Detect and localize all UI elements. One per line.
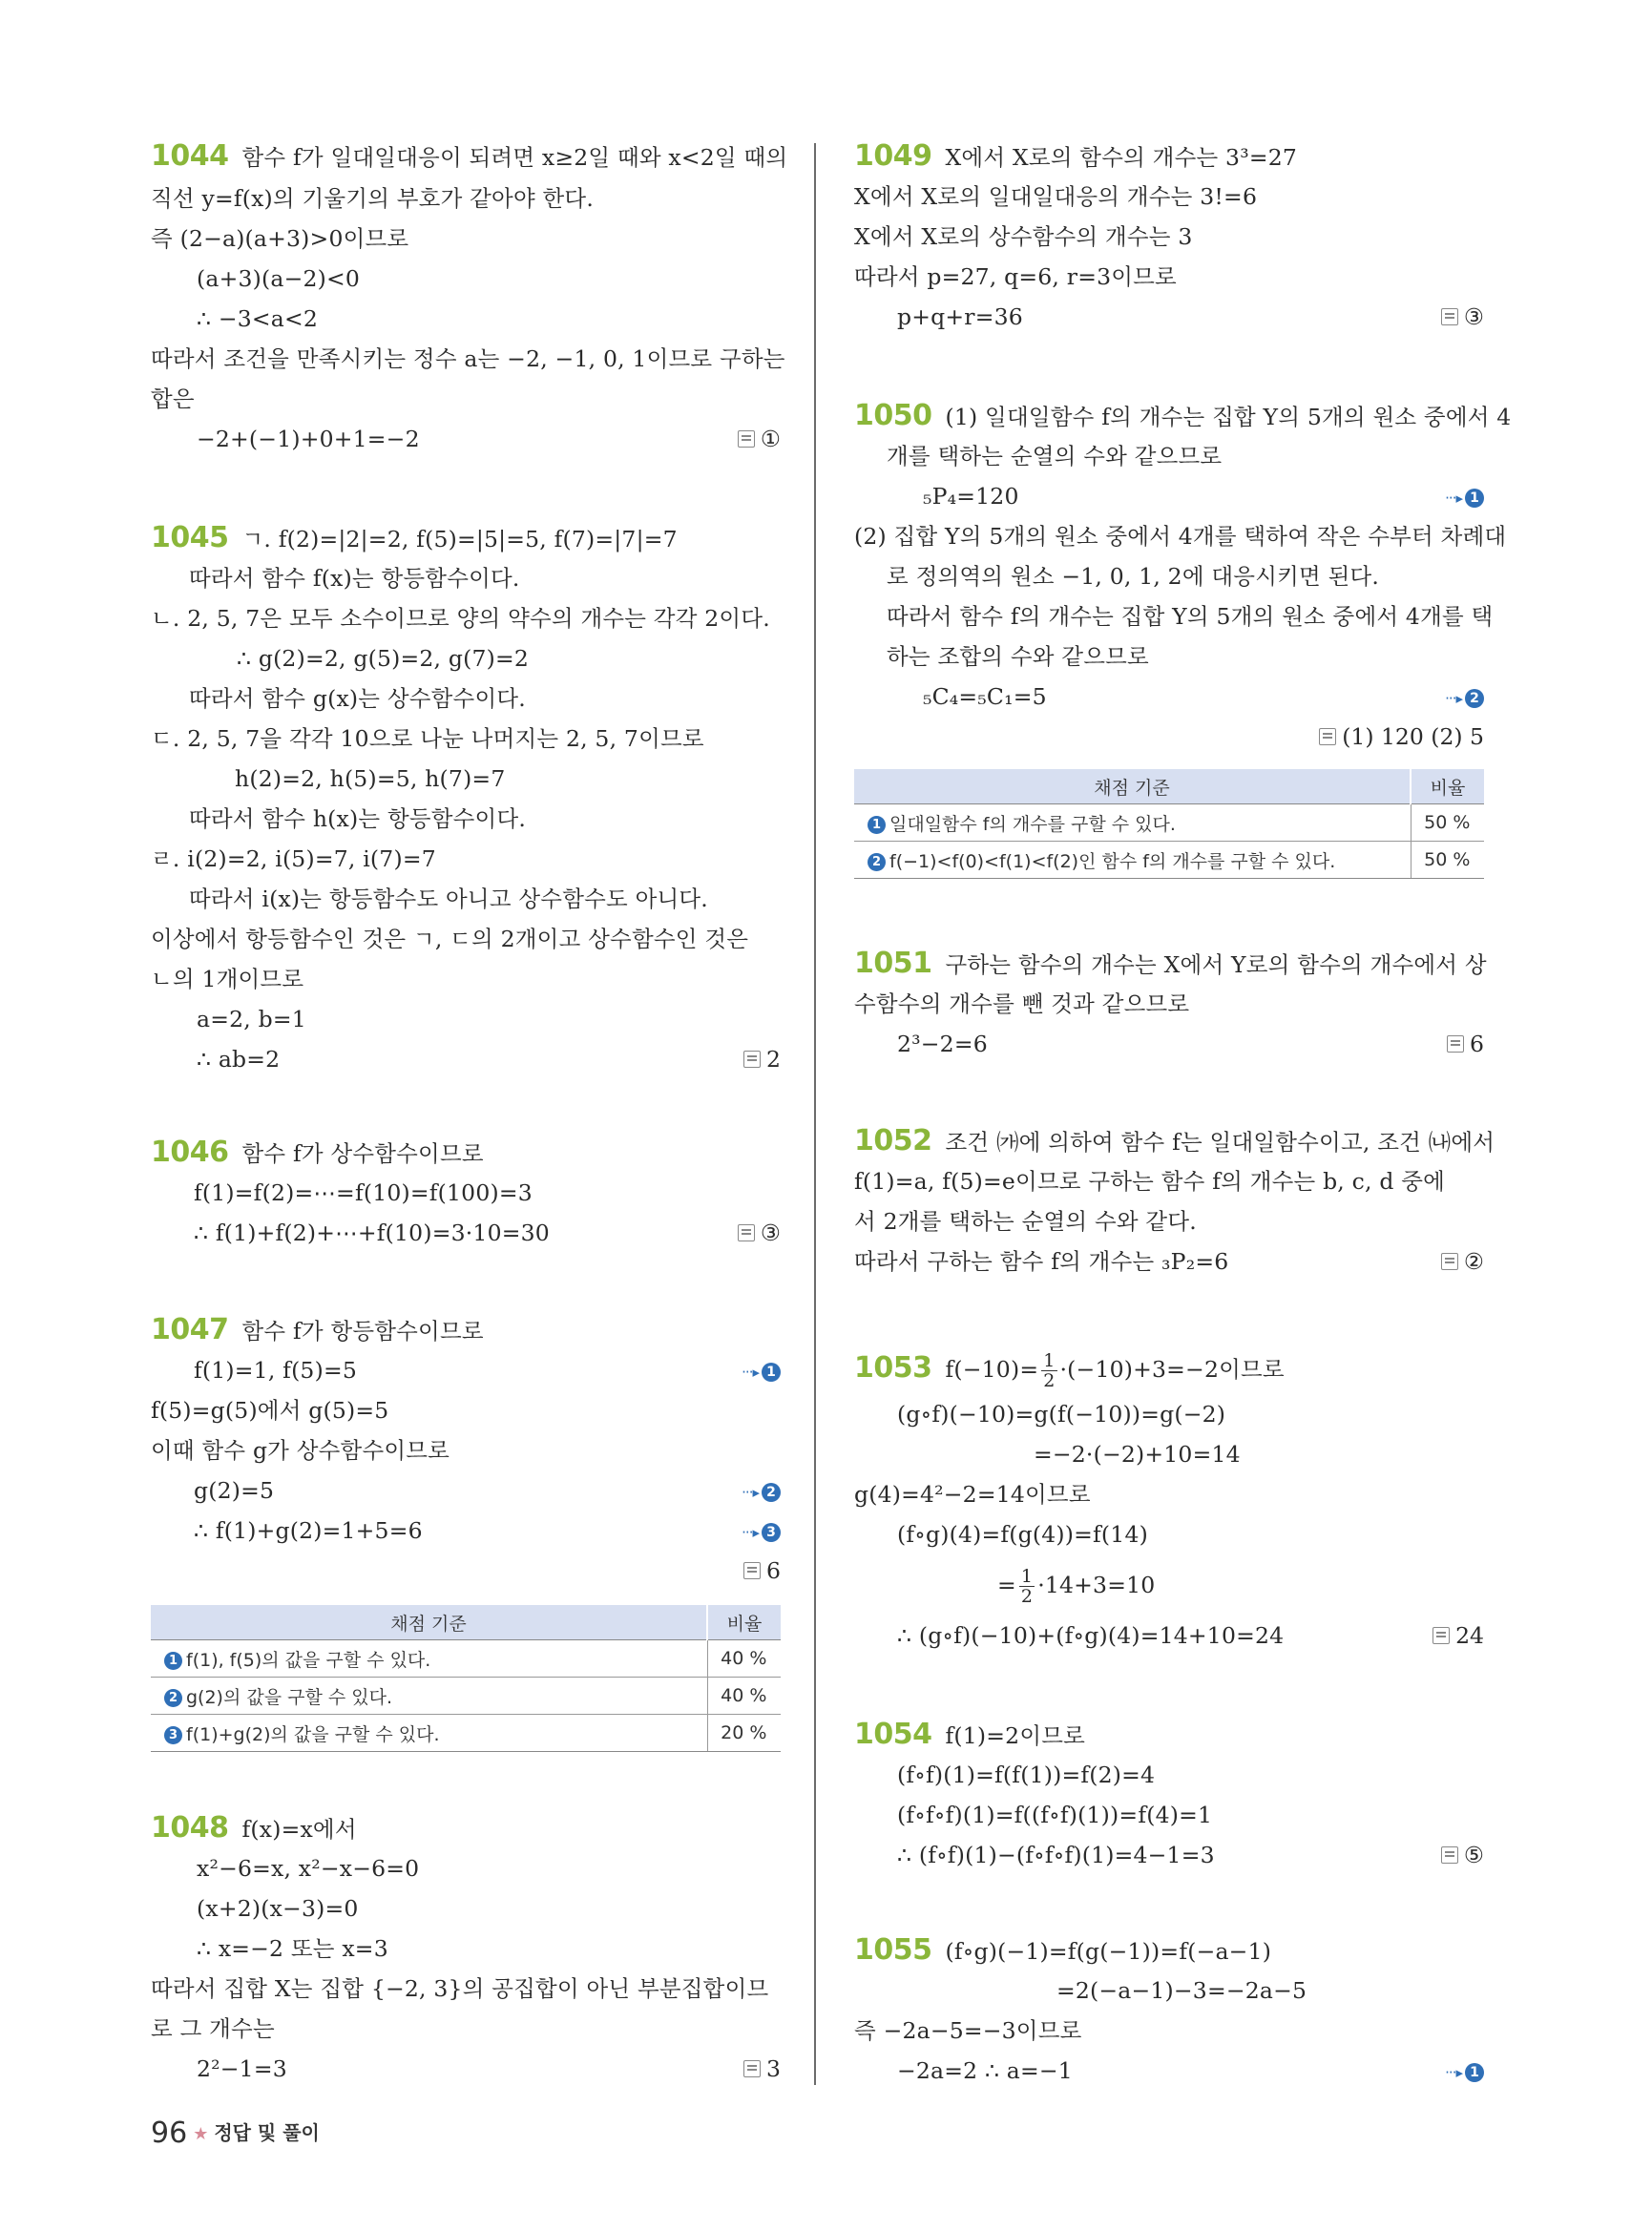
solution-line: 따라서 함수 g(x)는 상수함수이다. (189, 685, 526, 712)
problem-number: 1053 (854, 1351, 932, 1385)
step-marker: ···▸ 2 (1445, 685, 1484, 708)
solution-line: 함수 f가 항등함수이므로 (241, 1318, 484, 1345)
solution-line: g(4)=4²−2=14이므로 (854, 1481, 1091, 1508)
solution-line: f(x)=x에서 (241, 1816, 357, 1843)
answer-mark-icon (1319, 728, 1336, 745)
criterion-text: f(1), f(5)의 값을 구할 수 있다. (186, 1649, 431, 1671)
solution-line: a=2, b=1 (197, 1006, 306, 1032)
problem-number: 1047 (151, 1313, 229, 1346)
fraction: $\frac{1}{2}$ (1020, 1566, 1034, 1607)
solution-line: ㄹ. i(2)=2, i(5)=7, i(7)=7 (151, 845, 436, 872)
solution-line: 로 정의역의 원소 −1, 0, 1, 2에 대응시키면 된다. (887, 563, 1380, 590)
star-icon: ★ (193, 2124, 209, 2144)
solution-line: f(1)=a, f(5)=e이므로 구하는 함수 f의 개수는 b, c, d 중에 (854, 1168, 1446, 1195)
answer-mark-icon (1441, 1846, 1458, 1864)
solution-line: ∴ f(1)+g(2)=1+5=6 (194, 1517, 423, 1544)
solution-line: ∴ (f∘f)(1)−(f∘f∘f)(1)=4−1=3 (897, 1842, 1215, 1868)
solution-line: 직선 y=f(x)의 기울기의 부호가 같아야 한다. (151, 185, 594, 212)
solution-line: (f∘f∘f)(1)=f((f∘f)(1))=f(4)=1 (897, 1802, 1213, 1828)
answer-mark-icon (1441, 1253, 1458, 1270)
answer-mark-icon (743, 2060, 761, 2077)
solution-line: ∴ f(1)+f(2)+⋯+f(10)=3·10=30 (194, 1220, 550, 1246)
answer: ③ (738, 1220, 781, 1246)
solution-line: ㄴ. 2, 5, 7은 모두 소수이므로 양의 약수의 개수는 각각 2이다. (151, 605, 770, 632)
solution-line: 따라서 조건을 만족시키는 정수 a는 −2, −1, 0, 1이므로 구하는 (151, 345, 785, 372)
answer: 6 (1447, 1031, 1484, 1057)
fraction: $\frac{1}{2}$ (1043, 1350, 1056, 1391)
solution-line: h(2)=2, h(5)=5, h(7)=7 (235, 765, 506, 792)
problem-number: 1052 (854, 1124, 932, 1157)
solution-line: (g∘f)(−10)=g(f(−10))=g(−2) (897, 1401, 1226, 1428)
solution-line: −2a=2 ∴ a=−1 (897, 2057, 1073, 2084)
answer: 3 (743, 2055, 781, 2082)
problem-number: 1045 (151, 521, 229, 554)
answer: 6 (743, 1557, 781, 1584)
solution-line: ·(−10)+3=−2이므로 (1059, 1356, 1285, 1383)
solution-line: ∴ (g∘f)(−10)+(f∘g)(4)=14+10=24 (897, 1622, 1285, 1649)
solution-line: 서 2개를 택하는 순열의 수와 같다. (854, 1208, 1197, 1235)
solution-line: ∴ ab=2 (197, 1046, 281, 1073)
step-marker: ···▸ 2 (742, 1479, 781, 1502)
solution-line: (f∘f)(1)=f(f(1))=f(2)=4 (897, 1762, 1156, 1788)
criterion-badge: 2 (868, 853, 886, 871)
criterion-percent: 40 % (707, 1640, 781, 1678)
criterion-text: 일대일함수 f의 개수를 구할 수 있다. (889, 813, 1176, 835)
solution-line: ·14+3=10 (1037, 1572, 1156, 1598)
table-header: 비율 (1411, 769, 1484, 804)
solution-line: f(1)=f(2)=⋯=f(10)=f(100)=3 (194, 1179, 533, 1206)
solution-line: 구하는 함수의 개수는 X에서 Y로의 함수의 개수에서 상 (945, 951, 1487, 978)
scoring-table (151, 1605, 781, 1752)
criterion-badge: 3 (164, 1726, 182, 1744)
column-divider (814, 143, 816, 2085)
solution-line: (f∘g)(−1)=f(g(−1))=f(−a−1) (945, 1938, 1272, 1965)
solution-line: f(1)=2이므로 (945, 1722, 1086, 1749)
answer: 2 (743, 1046, 781, 1073)
answer: ③ (1441, 303, 1484, 330)
criterion-percent: 50 % (1411, 804, 1484, 842)
solution-line: f(−10)= (945, 1356, 1039, 1383)
solution-line: 조건 ㈎에 의하여 함수 f는 일대일함수이고, 조건 ㈏에서 (945, 1129, 1495, 1156)
problem-number: 1051 (854, 947, 932, 980)
solution-line: g(2)=5 (194, 1477, 275, 1504)
problem-number: 1050 (854, 399, 932, 432)
problem-number: 1046 (151, 1136, 229, 1169)
solution-line: 이때 함수 g가 상수함수이므로 (151, 1437, 450, 1464)
solution-line: 로 그 개수는 (151, 2015, 275, 2042)
table-header: 비율 (707, 1605, 781, 1640)
solution-line: f(1)=1, f(5)=5 (194, 1357, 357, 1384)
scoring-table (854, 769, 1484, 879)
solution-line: = (997, 1572, 1016, 1598)
solution-line: ㄴ의 1개이므로 (151, 966, 304, 992)
solution-line: 2²−1=3 (197, 2055, 287, 2082)
solution-line: 함수 f가 상수함수이므로 (241, 1140, 484, 1167)
problem-number: 1048 (151, 1811, 229, 1845)
solution-line: (f∘g)(4)=f(g(4))=f(14) (897, 1521, 1148, 1548)
criterion-percent: 20 % (707, 1715, 781, 1752)
criterion-percent: 40 % (707, 1678, 781, 1715)
answer-mark-icon (743, 1051, 761, 1068)
criterion-percent: 50 % (1411, 842, 1484, 879)
problem-number: 1049 (854, 139, 932, 173)
solution-line: ₅P₄=120 (923, 483, 1019, 510)
solution-line: 따라서 i(x)는 항등함수도 아니고 상수함수도 아니다. (189, 886, 708, 912)
step-marker: ···▸ 1 (1445, 2059, 1484, 2082)
criterion-text: f(1)+g(2)의 값을 구할 수 있다. (186, 1723, 440, 1745)
solution-line: 합은 (151, 386, 195, 412)
solution-line: ㄱ. f(2)=|2|=2, f(5)=|5|=5, f(7)=|7|=7 (241, 526, 678, 553)
solution-line: ∴ g(2)=2, g(5)=2, g(7)=2 (237, 645, 530, 672)
solution-line: 하는 조합의 수와 같으므로 (887, 643, 1149, 670)
criterion-badge: 1 (868, 816, 886, 834)
solution-line: −2+(−1)+0+1=−2 (197, 426, 420, 452)
solution-line: (1) 일대일함수 f의 개수는 집합 Y의 5개의 원소 중에서 4 (945, 404, 1512, 430)
solution-line: X에서 X로의 상수함수의 개수는 3 (854, 223, 1193, 250)
problem-number: 1054 (854, 1718, 932, 1751)
solution-line: =2(−a−1)−3=−2a−5 (1056, 1977, 1307, 2004)
solution-line: 따라서 p=27, q=6, r=3이므로 (854, 263, 1177, 290)
table-header: 채점 기준 (151, 1605, 707, 1640)
criterion-badge: 1 (164, 1652, 182, 1670)
solution-line: ∴ −3<a<2 (197, 305, 319, 332)
answer-mark-icon (743, 1562, 761, 1579)
page-footer (151, 2116, 320, 2150)
criterion-badge: 2 (164, 1689, 182, 1707)
solution-line: p+q+r=36 (897, 303, 1023, 330)
table-row (151, 1715, 781, 1752)
solution-line: 즉 −2a−5=−3이므로 (854, 2017, 1082, 2044)
solution-line: ∴ x=−2 또는 x=3 (197, 1935, 388, 1962)
solution-line: ㄷ. 2, 5, 7을 각각 10으로 나눈 나머지는 2, 5, 7이므로 (151, 725, 704, 752)
solution-line: 따라서 집합 X는 집합 {−2, 3}의 공집합이 아닌 부분집합이므 (151, 1975, 769, 2002)
solution-line: 따라서 구하는 함수 f의 개수는 ₃P₂=6 (854, 1248, 1229, 1275)
solution-line: 따라서 함수 f(x)는 항등함수이다. (189, 565, 520, 592)
solution-line: X에서 X로의 일대일대응의 개수는 3!=6 (854, 183, 1258, 210)
footer-title: 정답 및 풀이 (214, 2121, 320, 2144)
solution-line: =−2·(−2)+10=14 (1034, 1441, 1241, 1468)
solution-line: 이상에서 항등함수인 것은 ㄱ, ㄷ의 2개이고 상수함수인 것은 (151, 926, 749, 952)
criterion-text: g(2)의 값을 구할 수 있다. (186, 1686, 393, 1708)
answer-mark-icon (1441, 308, 1458, 325)
table-row (854, 842, 1484, 879)
solution-line: 함수 f가 일대일대응이 되려면 x≥2일 때와 x<2일 때의 (241, 144, 788, 171)
answer: 24 (1432, 1622, 1484, 1649)
solution-line: (2) 집합 Y의 5개의 원소 중에서 4개를 택하여 작은 수부터 차례대 (854, 523, 1507, 550)
solution-line: f(5)=g(5)에서 g(5)=5 (151, 1397, 389, 1424)
solution-line: x²−6=x, x²−x−6=0 (197, 1855, 420, 1882)
problem-number: 1055 (854, 1933, 932, 1967)
answer-mark-icon (738, 430, 755, 448)
solution-line: 수함수의 개수를 뺀 것과 같으므로 (854, 990, 1190, 1017)
solution-line: 따라서 함수 f의 개수는 집합 Y의 5개의 원소 중에서 4개를 택 (887, 603, 1494, 630)
answer: (1) 120 (2) 5 (1319, 723, 1484, 750)
solution-line: (x+2)(x−3)=0 (197, 1895, 359, 1922)
solution-line: 2³−2=6 (897, 1031, 988, 1057)
problem-number: 1044 (151, 139, 229, 173)
solution-line: (a+3)(a−2)<0 (197, 265, 361, 292)
answer: ② (1441, 1248, 1484, 1275)
step-marker: ···▸ 3 (742, 1519, 781, 1542)
answer-mark-icon (1447, 1035, 1464, 1053)
answer-mark-icon (738, 1224, 755, 1241)
answer-mark-icon (1432, 1627, 1450, 1644)
criterion-text: f(−1)<f(0)<f(1)<f(2)인 함수 f의 개수를 구할 수 있다. (889, 850, 1336, 872)
solution-line: 개를 택하는 순열의 수와 같으므로 (887, 443, 1223, 469)
solution-line: 따라서 함수 h(x)는 항등함수이다. (189, 805, 527, 832)
solution-line: X에서 X로의 함수의 개수는 3³=27 (945, 144, 1298, 171)
table-row (151, 1678, 781, 1715)
table-row (854, 804, 1484, 842)
page-number: 96 (151, 2116, 188, 2150)
step-marker: ···▸ 1 (1445, 485, 1484, 508)
solution-line: ₅C₄=₅C₁=5 (923, 683, 1047, 710)
answer: ⑤ (1441, 1842, 1484, 1868)
solution-line: 즉 (2−a)(a+3)>0이므로 (151, 225, 409, 252)
answer: ① (738, 426, 781, 452)
table-row (151, 1640, 781, 1678)
step-marker: ···▸ 1 (742, 1359, 781, 1382)
table-header: 채점 기준 (854, 769, 1411, 804)
